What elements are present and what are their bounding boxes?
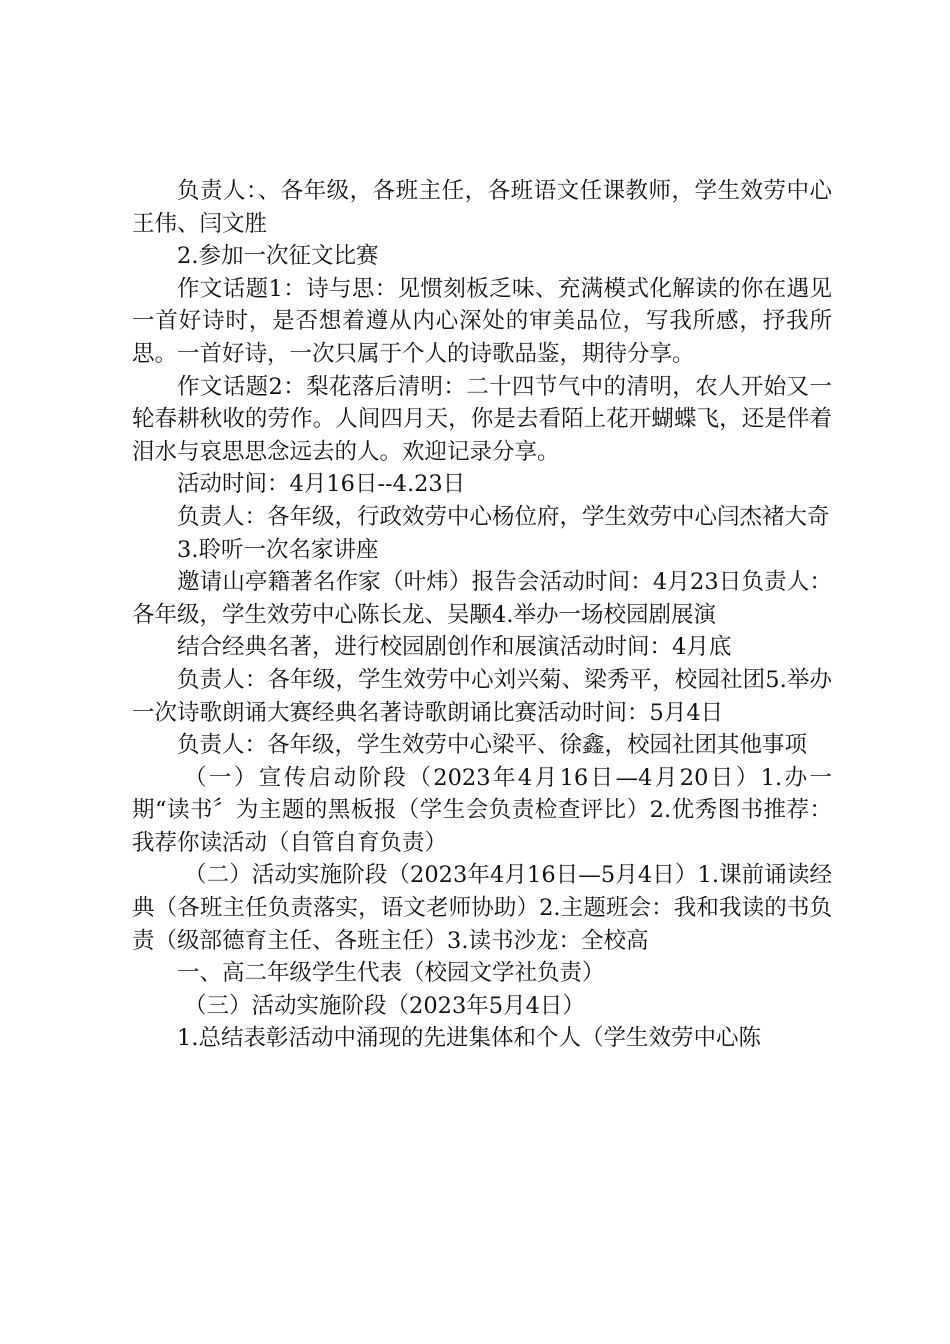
paragraph-essay-topic-2: 作文话题2：梨花落后清明：二十四节气中的清明，农人开始又一轮春耕秋收的劳作。人间四月天，你是去看陌上花开蝴蝶飞，还是伴着泪水与哀思思念远去的人。欢迎记录分享。 xyxy=(132,373,832,465)
paragraph-essay-topic-1: 作文话题1：诗与思：见惯刻板乏味、充满模式化解读的你在遇见一首好诗时，是否想着遵从内心深处的审美品位，写我所感，抒我所思。一首好诗，一次只属于个人的诗歌品鉴，期待分享。 xyxy=(132,275,832,367)
document-body xyxy=(132,175,832,1055)
heading-lecture: 3.聆听一次名家讲座 xyxy=(177,536,379,563)
paragraph-responsible-1: 负责人：、各年级，各班主任，各班语文任课教师，学生效劳中心王伟、闫文胜 xyxy=(132,178,832,237)
heading-essay-contest: 2.参加一次征文比赛 xyxy=(177,243,379,270)
paragraph-stage-three: （三）活动实施阶段（2023年5月4日） xyxy=(184,992,585,1019)
paragraph-grade-two-reps: 一、高二年级学生代表（校园文学社负责） xyxy=(177,960,605,987)
paragraph-responsible-2: 负责人：各年级，行政效劳中心杨位府，学生效劳中心闫杰褚大奇 xyxy=(177,503,830,530)
paragraph-activity-time: 活动时间：4月16日--4.23日 xyxy=(177,471,466,498)
paragraph-lecture-details: 邀请山亭籍著名作家（叶炜）报告会活动时间：4月23日负责人：各年级，学生效劳中心陈长龙、吴颙4.举办一场校园剧展演 xyxy=(132,569,832,628)
paragraph-summary: 1.总结表彰活动中涌现的先进集体和个人（学生效劳中心陈 xyxy=(177,1025,761,1052)
paragraph-responsible-3: 负责人：各年级，学生效劳中心刘兴菊、梁秀平，校园社团5.举办一次诗歌朗诵大赛经典名著诗歌朗诵比赛活动时间：5月4日 xyxy=(132,666,832,726)
paragraph-responsible-4: 负责人：各年级，学生效劳中心梁平、徐鑫，校园社团其他事项 xyxy=(177,732,808,759)
paragraph-stage-one: （一）宣传启动阶段（2023年4月16日—4月20日）1.办一期“读书〞为主题的黑板报（学生会负责检查评比）2.优秀图书推荐：我荐你读活动（自管自育负责） xyxy=(132,764,832,856)
paragraph-stage-two: （二）活动实施阶段（2023年4月16日—5月4日）1.课前诵读经典（各班主任负责落实，语文老师协助）2.主题班会：我和我读的书负责（级部德育主任、各班主任）3.读书沙龙：全校高 xyxy=(132,862,832,954)
paragraph-campus-drama: 结合经典名著，进行校园剧创作和展演活动时间：4月底 xyxy=(177,634,732,661)
